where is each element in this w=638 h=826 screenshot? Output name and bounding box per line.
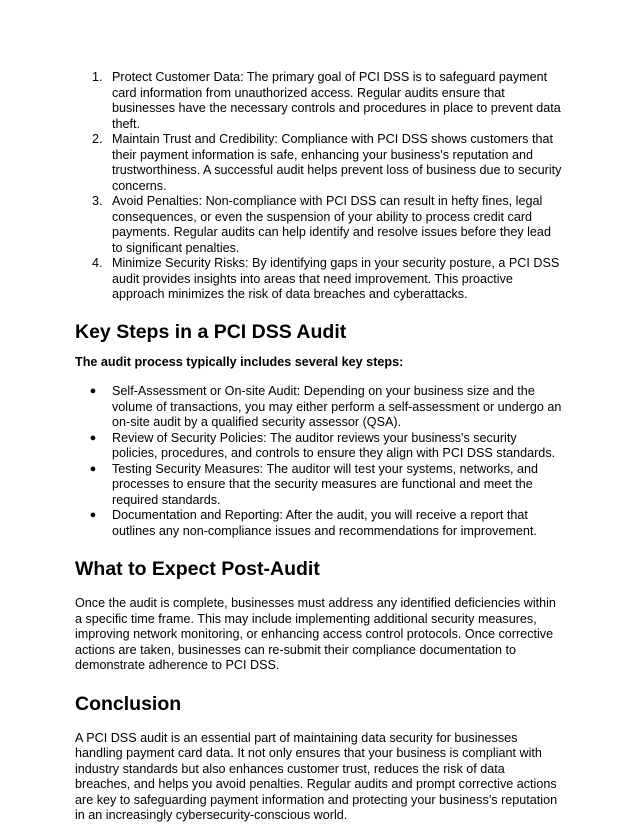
bullet-icon: ●: [89, 385, 97, 397]
list-item: [92, 70, 562, 132]
list-number: 1.: [92, 70, 103, 84]
list-item-text: Review of Security Policies: The auditor reviews your business's security policies, procedures, and controls to ensure they align with PCI DSS standards.: [112, 430, 556, 460]
post-audit-paragraph: Once the audit is complete, businesses must address any identified deficiencies within a specific time frame. This may include implementing additional security measures, improving network monitoring, or enhancing access control protocols. Once corrective actions are taken, businesses can re-submit their compliance documentation to demonstrate adherence to PCI DSS.: [75, 596, 556, 672]
list-item-text: Minimize Security Risks: By identifying gaps in your security posture, a PCI DSS audit provides insights into areas that need improvement. This proactive approach minimizes the risk of data breaches and cyberattacks.: [112, 256, 560, 301]
conclusion-heading: Conclusion: [75, 692, 182, 715]
key-steps-lead: The audit process typically includes several key steps:: [75, 354, 404, 369]
list-item: [89, 384, 562, 431]
list-item: [89, 430, 562, 462]
list-item: [92, 194, 562, 256]
conclusion-paragraph: A PCI DSS audit is an essential part of maintaining data security for businesses handling payment card data. It not only ensures that your business is compliant with industry standards but also enhances customer trust, reduces the risk of data breaches, and helps you avoid penalties. Regular audits and prompt corrective actions are key to safeguarding payment information and protecting your business’s reputation in an increasingly cybersecurity-conscious world.: [75, 730, 558, 822]
key-steps-heading: Key Steps in a PCI DSS Audit: [75, 320, 347, 343]
list-item: [89, 461, 562, 509]
list-item-text: Avoid Penalties: Non-compliance with PCI DSS can result in hefty fines, legal consequences, or even the suspension of your ability to process credit card payments. Regular audits can help identify and resolve issues before they lead to significant penalties.: [112, 194, 551, 255]
bullet-icon: ●: [89, 462, 97, 475]
list-number: 2.: [92, 132, 103, 146]
list-item-text: Testing Security Measures: The auditor will test your systems, networks, and processes to ensure that the security measures are functional and meet the required standards.: [112, 461, 539, 507]
list-item-text: Protect Customer Data: The primary goal of PCI DSS is to safeguard payment card information from unauthorized access. Regular audits ensure that businesses have the necessary controls and procedures in place to prevent data theft.: [112, 70, 561, 131]
list-item: [92, 132, 562, 194]
post-audit-heading: What to Expect Post-Audit: [75, 558, 320, 580]
list-item-text: Documentation and Reporting: After the audit, you will receive a report that outlines any non-compliance issues and recommendations for improvement.: [112, 508, 537, 538]
list-number: 4.: [92, 256, 103, 270]
key-steps-bullet-list: [89, 384, 562, 539]
bullet-icon: ●: [89, 509, 97, 521]
importance-numbered-list: [92, 70, 562, 303]
list-item-text: Self-Assessment or On-site Audit: Depending on your business size and the volume of transactions, you may either perform a self-assessment or undergo an on-site audit by a qualified security assessor (QSA).: [112, 384, 562, 429]
list-item: [89, 508, 562, 539]
bullet-icon: ●: [89, 431, 97, 444]
list-item-text: Maintain Trust and Credibility: Compliance with PCI DSS shows customers that their payment information is safe, enhancing your business's reputation and trustworthiness. A successful audit helps prevent loss of business due to security concerns.: [112, 132, 562, 193]
list-item: [92, 256, 562, 303]
list-number: 3.: [92, 194, 103, 208]
